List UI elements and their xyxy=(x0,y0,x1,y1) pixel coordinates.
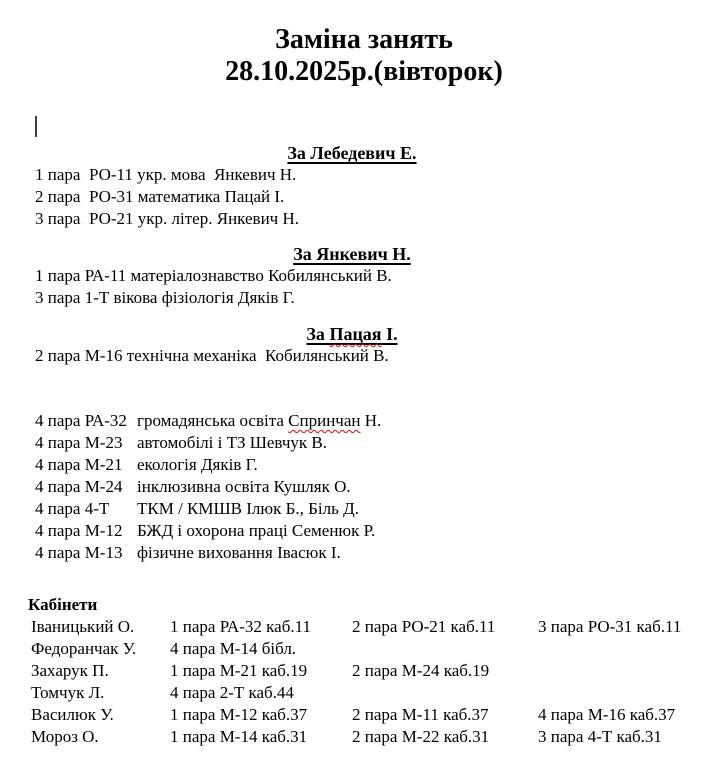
substitution-line: 3 пара 1-Т вікова фізіологія Дяків Г. xyxy=(35,288,295,307)
pair-group-label: 4 пара М-23 xyxy=(35,433,123,452)
fourth-pair-row xyxy=(0,542,728,564)
cabinet-cell: 2 пара М-24 каб.19 xyxy=(352,661,490,680)
header-misspelled-word: Пацая xyxy=(329,324,382,344)
section-header-text xyxy=(287,143,416,163)
empty-paragraph xyxy=(0,114,728,136)
pair-group-label: 4 пара М-13 xyxy=(35,543,123,562)
teacher-name: Мороз О. xyxy=(31,727,99,746)
section-header-patsai xyxy=(0,323,728,345)
subject-text: ТКМ / КМШВ Ілюк Б., Біль Д. xyxy=(137,499,359,518)
fourth-pair-row xyxy=(0,410,728,432)
cabinet-row xyxy=(0,704,728,726)
pair-subject xyxy=(137,542,341,564)
pair-group-label: 4 пара РА-32 xyxy=(35,411,127,430)
pair-group-label: 4 пара М-24 xyxy=(35,477,123,496)
cabinet-cell: 1 пара М-21 каб.19 xyxy=(170,661,308,680)
pair-subject xyxy=(137,476,351,498)
header-text-prefix: За xyxy=(306,324,330,344)
cabinet-cell: 3 пара 4-Т каб.31 xyxy=(538,727,662,746)
teacher-name: Василюк У. xyxy=(31,705,114,724)
pair-subject xyxy=(137,498,359,520)
fourth-pair-row xyxy=(0,432,728,454)
cabinet-row xyxy=(0,682,728,704)
cabinet-cell: 4 пара М-16 каб.37 xyxy=(538,705,676,724)
cabinet-cell: 3 пара РО-31 каб.11 xyxy=(538,617,682,636)
substitution-line: 1 пара РА-11 матеріалознавство Кобилянський В. xyxy=(35,266,392,285)
section-header-yankevych xyxy=(0,243,728,265)
cabinet-cell: 1 пара РА-32 каб.11 xyxy=(170,617,311,636)
cabinet-cell xyxy=(352,682,538,704)
document-title xyxy=(0,0,728,88)
teacher-name: Томчук Л. xyxy=(31,683,105,702)
cabinet-cell: 4 пара М-14 бібл. xyxy=(170,639,297,658)
cabinet-cell: 2 пара М-22 каб.31 xyxy=(352,727,490,746)
teacher-name: Федоранчак У. xyxy=(31,639,137,658)
fourth-pair-row xyxy=(0,476,728,498)
substitution-line: 3 пара РО-21 укр. літер. Янкевич Н. xyxy=(35,209,299,228)
cabinet-cell: 2 пара РО-21 каб.11 xyxy=(352,617,496,636)
cabinets-heading: Кабінети xyxy=(28,595,98,614)
subject-text: фізичне виховання Івасюк І. xyxy=(137,543,341,562)
pair-group-label: 4 пара 4-Т xyxy=(35,499,110,518)
section-header-lebedevych xyxy=(0,142,728,164)
subject-text: БЖД і охорона праці Семенюк Р. xyxy=(137,521,376,540)
fourth-pair-block xyxy=(0,410,728,564)
cabinet-cell: 1 пара М-14 каб.31 xyxy=(170,727,308,746)
fourth-pair-row xyxy=(0,498,728,520)
cabinet-row xyxy=(0,638,728,660)
pair-subject xyxy=(137,432,327,454)
cabinet-row xyxy=(0,616,728,638)
pair-subject xyxy=(137,410,381,432)
subject-text: громадянська освіта xyxy=(137,411,289,430)
header-text-prefix: За Янкевич Н. xyxy=(293,244,411,264)
cabinet-cell: 2 пара М-11 каб.37 xyxy=(352,705,489,724)
fourth-pair-row xyxy=(0,454,728,476)
header-text-prefix: За Лебедевич Е. xyxy=(287,143,417,163)
header-text-suffix: І. xyxy=(381,324,398,344)
title-line-1: Заміна занять xyxy=(275,24,453,55)
cabinet-cell: 4 пара 2-Т каб.44 xyxy=(170,683,294,702)
pair-subject xyxy=(137,454,258,476)
pair-group-label: 4 пара М-12 xyxy=(35,521,123,540)
section-header-text xyxy=(306,324,397,344)
title-line-2: 28.10.2025р.(вівторок) xyxy=(225,56,503,87)
substitution-line: 1 пара РО-11 укр. мова Янкевич Н. xyxy=(35,165,297,184)
teacher-name: Захарук П. xyxy=(31,661,109,680)
cabinet-row xyxy=(0,660,728,682)
pair-group-label: 4 пара М-21 xyxy=(35,455,123,474)
subject-text: екологія Дяків Г. xyxy=(137,455,258,474)
substitution-line: 2 пара М-16 технічна механіка Кобилянський В. xyxy=(35,346,389,365)
section-header-text xyxy=(293,244,411,264)
subject-text: автомобілі і ТЗ Шевчук В. xyxy=(137,433,327,452)
text-cursor xyxy=(35,116,37,137)
teacher-name: Іваницький О. xyxy=(31,617,135,636)
subject-text: інклюзивна освіта Кушляк О. xyxy=(137,477,351,496)
cabinet-row xyxy=(0,726,728,748)
substitution-line: 2 пара РО-31 математика Пацай І. xyxy=(35,187,285,206)
subject-misspelled-word: Спринчан xyxy=(288,411,361,430)
pair-subject xyxy=(137,520,375,542)
cabinet-cell xyxy=(352,638,538,660)
cabinet-cell: 1 пара М-12 каб.37 xyxy=(170,705,308,724)
fourth-pair-row xyxy=(0,520,728,542)
subject-text-suffix: Н. xyxy=(360,411,382,430)
